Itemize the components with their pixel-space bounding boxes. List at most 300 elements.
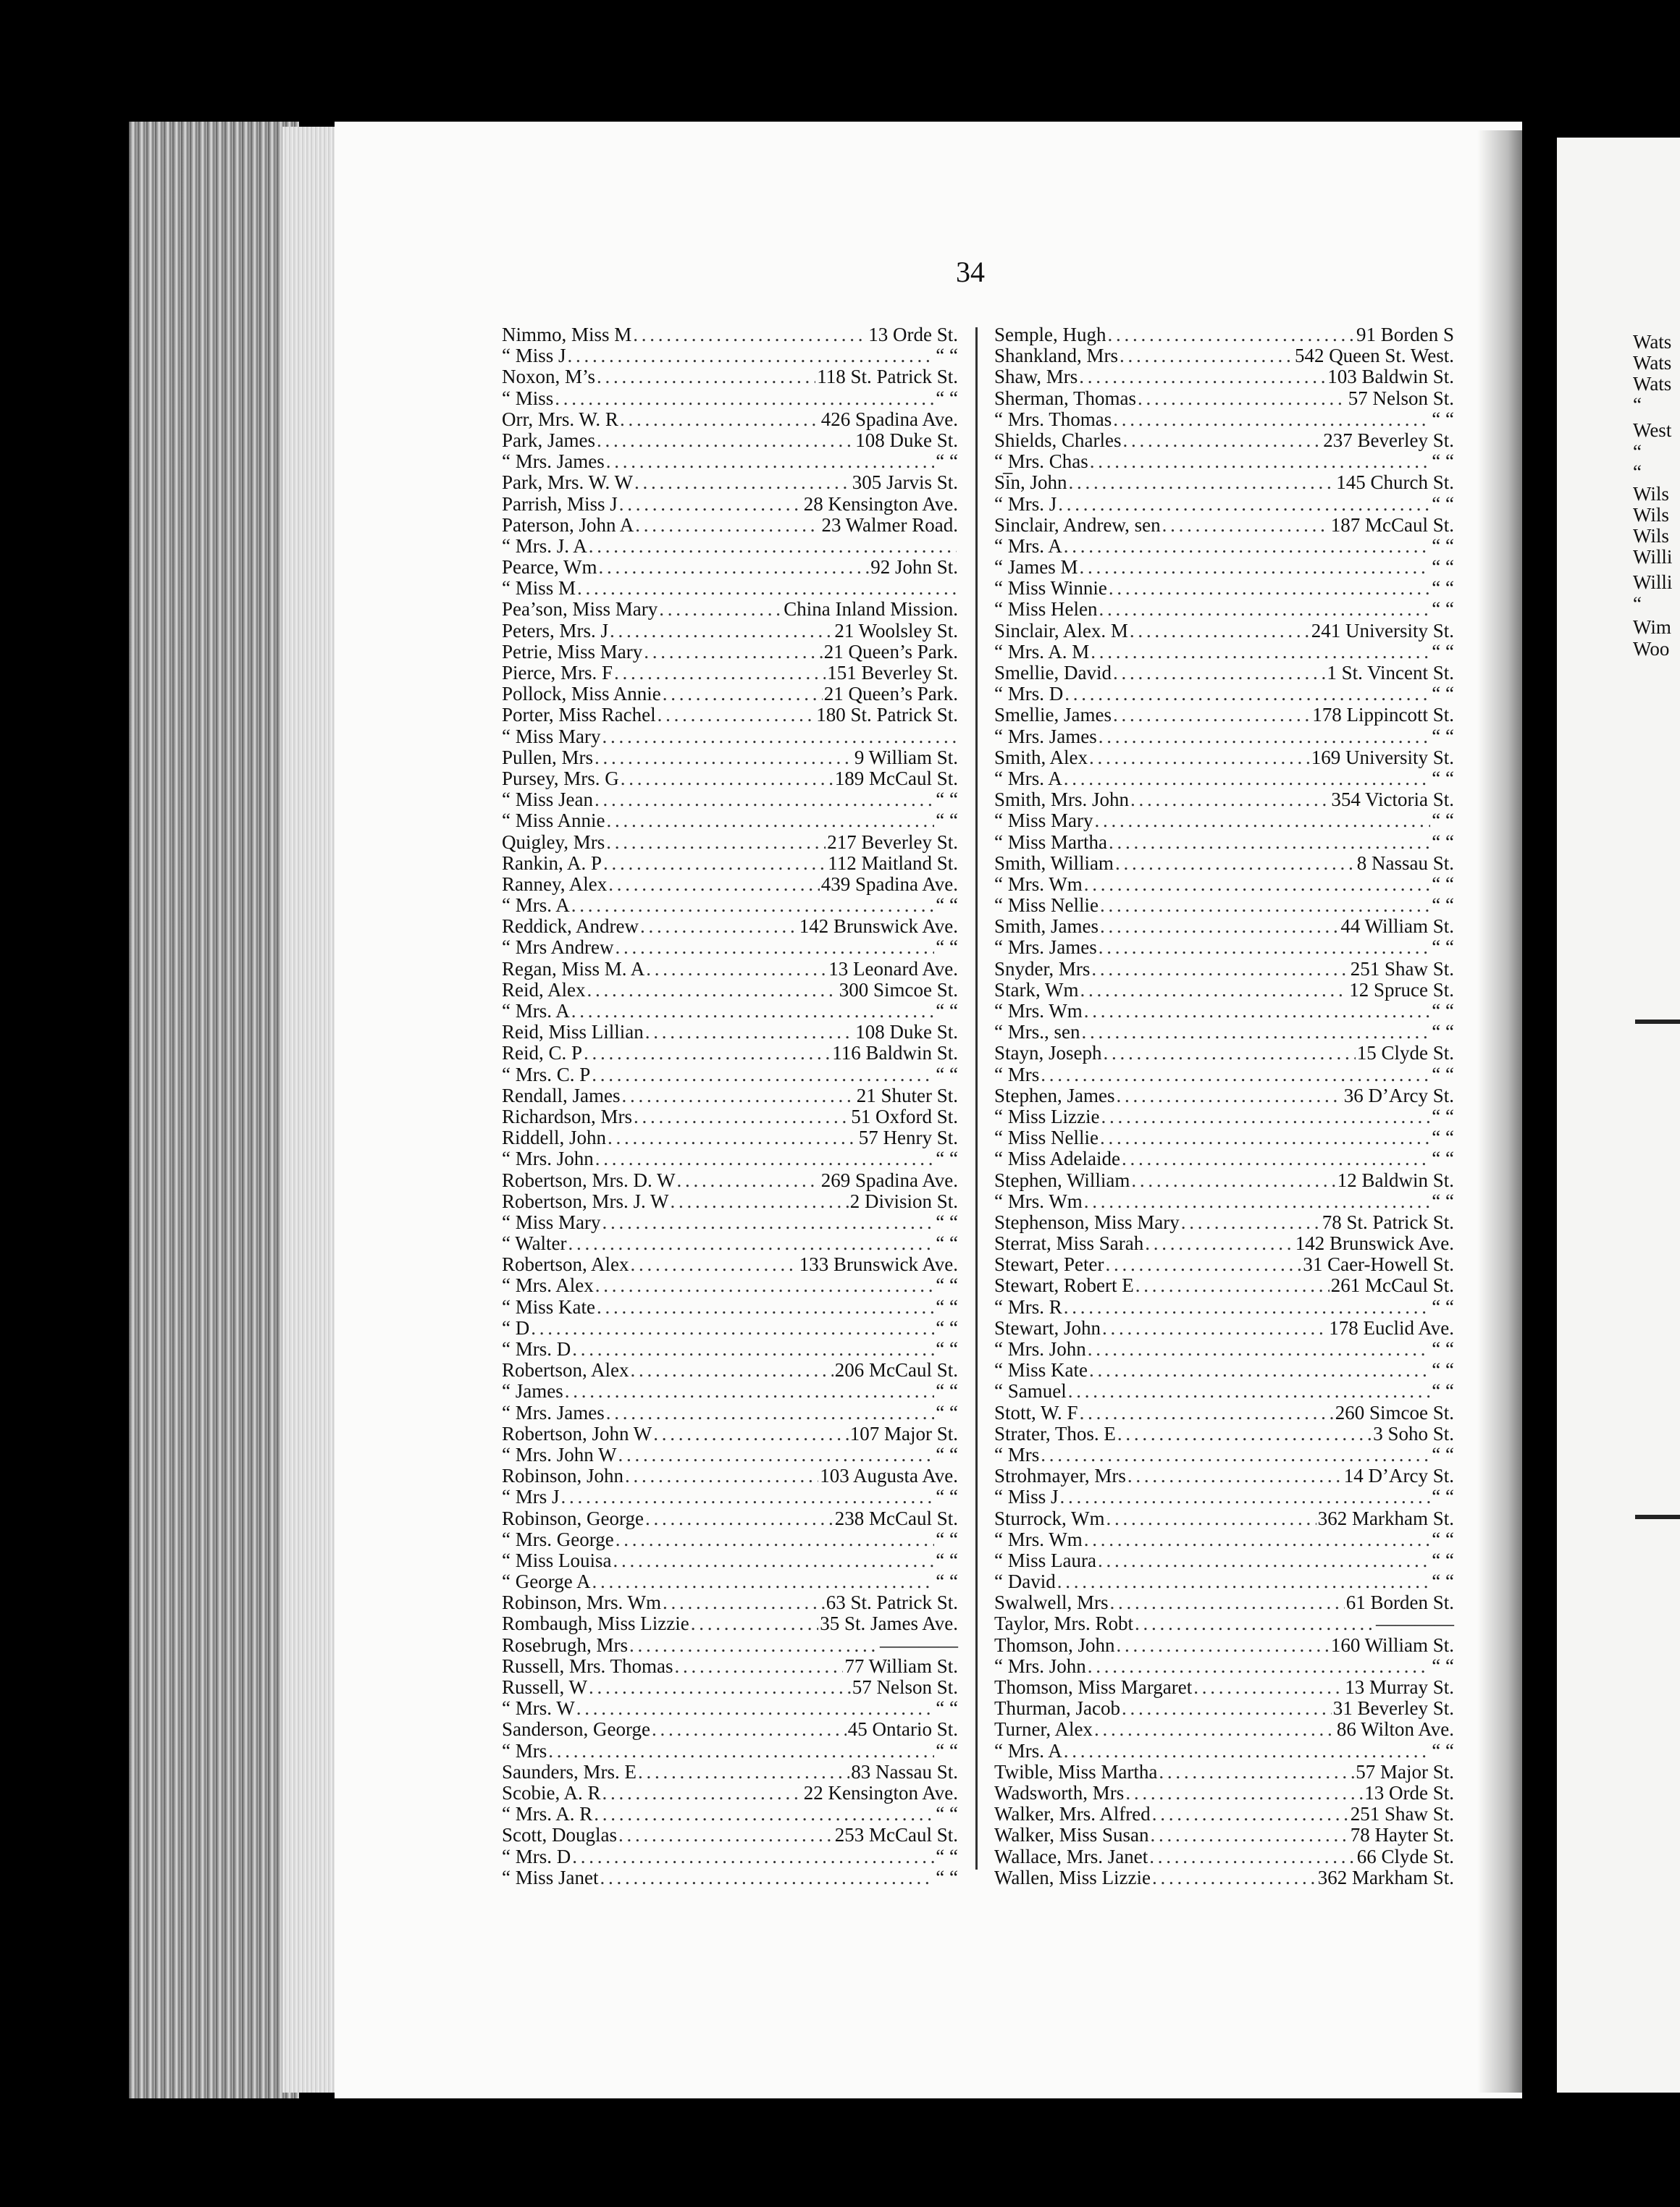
leader-dots (607, 810, 935, 831)
entry-address: 142 Brunswick Ave. (799, 915, 958, 938)
leader-dots (1130, 621, 1310, 642)
entry-address: “ “ (936, 387, 958, 409)
entry-name: Pollock, Miss Annie (502, 683, 661, 705)
entry-address: “ “ (936, 936, 958, 959)
entry-address: “ “ (1432, 936, 1454, 959)
entry-address: “ “ (936, 1845, 958, 1867)
entry-address: ———— (880, 1634, 958, 1656)
directory-entry (502, 810, 958, 831)
entry-name: “ Mrs. J (994, 492, 1057, 515)
entry-name: Smith, Alex (994, 746, 1088, 768)
leader-dots (658, 705, 815, 726)
directory-entry (994, 642, 1454, 663)
entry-name: Smellie, James (994, 704, 1112, 726)
directory-entry (502, 1825, 958, 1846)
leader-dots (1091, 959, 1348, 980)
directory-entry (502, 1275, 958, 1296)
leader-dots (634, 472, 851, 493)
leader-dots (602, 726, 957, 747)
leader-dots (1108, 324, 1356, 345)
directory-entry (994, 1064, 1454, 1085)
entry-address: 237 Beverley St. (1323, 429, 1454, 451)
entry-name: Smith, William (994, 852, 1114, 874)
entry-name: “ Mrs. D (502, 1338, 571, 1360)
entry-name: “ Mrs. Alex (502, 1274, 594, 1297)
entry-address: “ “ (936, 1443, 958, 1466)
directory-entry (994, 1571, 1454, 1592)
leader-dots (571, 1001, 935, 1022)
leader-dots (1079, 557, 1430, 578)
directory-entry (994, 1022, 1454, 1043)
entry-name: Stewart, John (994, 1316, 1101, 1339)
entry-address: 251 Shaw St. (1350, 1803, 1454, 1825)
entry-name: “ Mrs. Wm (994, 1528, 1083, 1550)
directory-entry (994, 1508, 1454, 1529)
directory-entry (994, 1867, 1454, 1888)
leader-dots (592, 1064, 934, 1085)
entry-address: 3 Soho St. (1373, 1422, 1454, 1445)
entry-name: Robertson, Alex (502, 1359, 629, 1382)
leader-dots (606, 451, 935, 472)
entry-address: 142 Brunswick Ave. (1295, 1232, 1454, 1255)
leader-dots (1150, 1825, 1348, 1846)
directory-entry (994, 599, 1454, 620)
entry-address: “ “ (1432, 1571, 1454, 1593)
entry-name: Turner, Alex (994, 1718, 1093, 1741)
leader-dots (606, 1403, 935, 1424)
leader-dots (571, 895, 935, 916)
leader-dots (1064, 768, 1431, 789)
entry-name: Swalwell, Mrs (994, 1592, 1109, 1614)
directory-entry (502, 1783, 958, 1804)
leader-dots (659, 599, 782, 620)
leader-dots (1135, 1613, 1374, 1634)
leader-dots (618, 1445, 935, 1466)
directory-entry (502, 768, 958, 789)
leader-dots (603, 853, 826, 874)
entry-address: 21 Woolsley St. (834, 619, 958, 642)
entry-address: 261 McCaul St. (1330, 1274, 1454, 1297)
entry-address: “ “ (1432, 1443, 1454, 1466)
adjacent-page-text-fragment: Woo (1633, 638, 1670, 660)
directory-entry (994, 1339, 1454, 1360)
page-number: 34 (956, 256, 985, 288)
entry-name: Orr, Mrs. W. R (502, 408, 618, 430)
directory-entry (502, 1191, 958, 1212)
entry-address: 1 St. Vincent St. (1327, 662, 1454, 684)
directory-entry (994, 1783, 1454, 1804)
entry-name: “ Miss Mary (502, 725, 601, 747)
directory-entry (502, 1297, 958, 1318)
entry-name: “ Miss (502, 387, 554, 409)
directory-entry (994, 874, 1454, 895)
leader-dots (633, 324, 867, 345)
entry-address: 13 Orde St. (1364, 1781, 1454, 1804)
entry-name: Rosebrugh, Mrs (502, 1634, 628, 1656)
directory-entry (502, 1804, 958, 1825)
entry-address: ———— (1376, 1613, 1454, 1635)
directory-entry (502, 1043, 958, 1064)
directory-entry (994, 1085, 1454, 1106)
entry-address: 103 Baldwin St. (1327, 366, 1454, 388)
adjacent-page-text-fragment: “ (1633, 441, 1642, 463)
leader-dots (635, 515, 820, 536)
directory-entry (502, 536, 958, 557)
entry-address: “ “ (936, 894, 958, 917)
directory-entry (502, 895, 958, 916)
leader-dots (531, 1318, 934, 1339)
directory-entry (502, 1698, 958, 1719)
directory-entry (994, 366, 1454, 387)
directory-entry (994, 1466, 1454, 1487)
directory-entry (994, 1170, 1454, 1191)
entry-address: “ “ (1432, 577, 1454, 600)
leader-dots (1041, 1064, 1430, 1085)
directory-entry (502, 409, 958, 430)
directory-entry (502, 1508, 958, 1529)
leader-dots (1122, 1148, 1430, 1169)
adjacent-page-text-fragment: Wils (1633, 483, 1669, 505)
entry-name: Noxon, M’s (502, 366, 596, 388)
entry-name: Paterson, John A (502, 513, 634, 536)
directory-entry (994, 515, 1454, 536)
directory-entry (502, 1635, 958, 1656)
directory-entry (502, 1001, 958, 1022)
entry-address: “ “ (1432, 408, 1454, 430)
leader-dots (675, 1656, 844, 1677)
entry-name: “ George A (502, 1571, 591, 1593)
entry-name: “ Mrs. James (502, 1401, 605, 1424)
entry-name: “ Mrs (994, 1443, 1040, 1466)
entry-name: “ Miss Nellie (994, 894, 1099, 917)
entry-name: “ Mrs. Wm (994, 1190, 1083, 1212)
leader-dots (1159, 1762, 1354, 1783)
directory-entry (502, 916, 958, 937)
entry-address: 133 Brunswick Ave. (799, 1253, 958, 1276)
directory-entry (502, 1719, 958, 1740)
leader-dots (1064, 1297, 1431, 1318)
entry-address: 187 McCaul St. (1330, 513, 1454, 536)
entry-address: “ “ (1432, 1127, 1454, 1149)
entry-name: “ Mrs. Wm (994, 873, 1083, 895)
adjacent-page-rule (1635, 1515, 1680, 1519)
entry-name: Sinclair, Alex. M (994, 619, 1128, 642)
leader-dots (589, 1677, 851, 1698)
entry-name: “ Miss Laura (994, 1549, 1096, 1571)
directory-entry (502, 832, 958, 853)
entry-name: Walker, Mrs. Alfred (994, 1803, 1151, 1825)
directory-entry (994, 324, 1454, 345)
directory-entry (994, 621, 1454, 642)
entry-name: Regan, Miss M. A (502, 957, 645, 980)
entry-name: “ Miss J (502, 345, 566, 367)
entry-address: “ “ (936, 1401, 958, 1424)
directory-entry (502, 1741, 958, 1762)
entry-name: Russell, W (502, 1676, 588, 1698)
entry-address: “ “ (936, 345, 958, 367)
entry-address: “ “ (936, 1295, 958, 1318)
leader-dots (645, 1022, 854, 1043)
entry-address: 61 Borden St. (1345, 1592, 1454, 1614)
directory-entry (502, 1318, 958, 1339)
entry-address: China Inland Mission. (784, 598, 958, 621)
leader-dots (663, 684, 823, 705)
adjacent-page-text-fragment: Wils (1633, 525, 1669, 547)
directory-entry (994, 1677, 1454, 1698)
entry-address: “ “ (936, 1148, 958, 1170)
entry-name: Saunders, Mrs. E (502, 1760, 637, 1783)
leader-dots (1084, 1001, 1431, 1022)
directory-entry (502, 1592, 958, 1613)
entry-name: “ Miss Jean (502, 789, 593, 811)
leader-dots (561, 1487, 935, 1508)
directory-entry (994, 1635, 1454, 1656)
entry-address: 21 Shuter St. (856, 1084, 958, 1106)
leader-dots (572, 1846, 934, 1867)
entry-address: 45 Ontario St. (847, 1718, 958, 1741)
entry-name: Stephen, James (994, 1084, 1115, 1106)
entry-name: “ Mrs. W (502, 1697, 575, 1720)
directory-entry (994, 430, 1454, 451)
entry-address: 92 John St. (870, 556, 958, 579)
directory-entry (502, 324, 958, 345)
adjacent-page-rule (1635, 1020, 1680, 1024)
entry-address: “ “ (936, 1000, 958, 1022)
leader-dots (597, 1297, 934, 1318)
directory-entry (502, 705, 958, 726)
entry-address: “ “ (1432, 1105, 1454, 1127)
entry-address: 57 Nelson St. (1348, 387, 1454, 409)
leader-dots (584, 1043, 831, 1064)
entry-name: “ D (502, 1316, 530, 1339)
leader-dots (606, 832, 826, 853)
leader-dots (597, 366, 815, 387)
entry-name: Stewart, Robert E (994, 1274, 1134, 1297)
entry-address: 118 St. Patrick St. (817, 366, 958, 388)
entry-name: Robinson, John (502, 1465, 624, 1487)
leader-dots (602, 1783, 802, 1804)
entry-address: 51 Oxford St. (851, 1105, 958, 1127)
leader-dots (1060, 1487, 1431, 1508)
entry-name: “ Miss Martha (994, 831, 1107, 853)
directory-entry (994, 1698, 1454, 1719)
entry-address: 63 St. Patrick St. (826, 1592, 958, 1614)
entry-name: “ Mrs. George (502, 1528, 614, 1550)
directory-entry (994, 789, 1454, 810)
directory-entry (994, 1445, 1454, 1466)
entry-name: “ Miss J (994, 1486, 1059, 1508)
entry-address: 57 Nelson St. (852, 1676, 958, 1698)
entry-address: “ “ (1432, 683, 1454, 705)
leader-dots (597, 430, 854, 451)
entry-address: 217 Beverley St. (827, 831, 958, 853)
entry-address: “ “ (1432, 1549, 1454, 1571)
entry-name: “ Miss Kate (994, 1359, 1088, 1382)
entry-address: “ “ (1432, 1148, 1454, 1170)
entry-address: 260 Simcoe St. (1335, 1401, 1454, 1424)
directory-entry (502, 1127, 958, 1148)
entry-address: “ “ (1432, 1359, 1454, 1382)
directory-entry (994, 536, 1454, 557)
entry-address: 160 William St. (1330, 1634, 1454, 1656)
entry-address: 189 McCaul St. (834, 767, 958, 789)
entry-address: “ “ (1432, 1739, 1454, 1762)
directory-entry (994, 1233, 1454, 1254)
directory-entry (502, 1867, 958, 1888)
leader-dots (691, 1613, 819, 1634)
entry-address: “ “ (1432, 598, 1454, 621)
leader-dots (645, 1508, 833, 1529)
entry-name: Petrie, Miss Mary (502, 640, 643, 663)
entry-name: Peters, Mrs. J (502, 619, 608, 642)
entry-address: 354 Victoria St. (1331, 789, 1454, 811)
entry-name: “ Mrs J (502, 1486, 560, 1508)
entry-address: “ “ (936, 1380, 958, 1403)
directory-entry (502, 430, 958, 451)
directory-entry (502, 1170, 958, 1191)
leader-dots (629, 1635, 878, 1656)
directory-entry (502, 1846, 958, 1867)
directory-entry (502, 1403, 958, 1424)
entry-name: “ Samuel (994, 1380, 1067, 1403)
entry-name: “ Mrs. James (994, 725, 1097, 747)
entry-name: Shankland, Mrs (994, 345, 1118, 367)
directory-entry (994, 1825, 1454, 1846)
directory-entry (502, 1529, 958, 1550)
directory-entry (994, 1741, 1454, 1762)
leader-dots (1125, 1783, 1363, 1804)
entry-address: 108 Duke St. (855, 429, 958, 451)
directory-entry (994, 684, 1454, 705)
entry-address: 107 Major St. (849, 1422, 958, 1445)
entry-address: “ “ (936, 1316, 958, 1339)
entry-address: 151 Beverley St. (827, 662, 958, 684)
leader-dots (1100, 916, 1339, 937)
entry-name: Pearce, Wm (502, 556, 597, 579)
leader-dots (587, 980, 838, 1001)
entry-name: Stephen, William (994, 1169, 1130, 1191)
entry-name: Parrish, Miss J (502, 492, 618, 515)
leader-dots (548, 1741, 934, 1762)
directory-entry (994, 895, 1454, 916)
adjacent-page-text-fragment: Wats (1633, 331, 1672, 353)
directory-entry (994, 557, 1454, 578)
directory-entry (502, 599, 958, 620)
leader-dots (621, 1085, 854, 1106)
leader-dots (1099, 937, 1431, 958)
directory-entry (502, 959, 958, 980)
leader-dots (644, 642, 823, 663)
leader-dots (620, 409, 820, 430)
leader-dots (1162, 515, 1330, 536)
entry-name: “ Mrs. A (502, 894, 570, 917)
directory-entry (994, 494, 1454, 515)
entry-address: 13 Leonard Ave. (828, 957, 958, 980)
leader-dots (1138, 388, 1347, 409)
leader-dots (568, 345, 935, 366)
entry-address: “ “ (1432, 873, 1454, 895)
entry-name: Wallace, Mrs. Janet (994, 1845, 1148, 1867)
entry-name: Thurman, Jacob (994, 1697, 1120, 1720)
leader-dots (1058, 494, 1430, 515)
leader-dots (1149, 1846, 1355, 1867)
leader-dots (1122, 1698, 1332, 1719)
leader-dots (1104, 1043, 1356, 1064)
directory-entry (994, 832, 1454, 853)
leader-dots (1080, 980, 1348, 1001)
entry-address: 15 Clyde St. (1356, 1042, 1454, 1064)
entry-name: Robertson, Alex (502, 1253, 629, 1276)
directory-entry (502, 515, 958, 536)
leader-dots (663, 1592, 825, 1613)
entry-address: 116 Baldwin St. (832, 1042, 958, 1064)
entry-name: “ Mrs. John (994, 1338, 1086, 1360)
entry-address: “ “ (1432, 492, 1454, 515)
directory-entry (994, 1487, 1454, 1508)
directory-entry (994, 1254, 1454, 1275)
entry-address: 28 Kensington Ave. (803, 492, 958, 515)
directory-entry (502, 1487, 958, 1508)
entry-address: “ “ (1432, 894, 1454, 917)
entry-name: Stott, W. F (994, 1401, 1078, 1424)
directory-entry (994, 451, 1454, 472)
leader-dots (1069, 472, 1335, 493)
leader-dots (1099, 726, 1431, 747)
leader-dots (625, 1466, 818, 1487)
entry-address: 145 Church St. (1336, 471, 1454, 494)
entry-name: “ Miss Adelaide (994, 1148, 1120, 1170)
entry-name: Si̅n, John (994, 471, 1067, 494)
entry-name: Thomson, John (994, 1634, 1115, 1656)
directory-entry (994, 1424, 1454, 1445)
directory-entry (502, 747, 958, 768)
entry-name: “ Mrs. C. P (502, 1063, 591, 1085)
entry-name: Reid, Miss Lillian (502, 1021, 644, 1043)
entry-address: “ “ (936, 450, 958, 473)
directory-entry (994, 1592, 1454, 1613)
directory-entry (994, 1001, 1454, 1022)
directory-entry (502, 1381, 958, 1402)
directory-entry (502, 1360, 958, 1381)
entry-name: Walker, Miss Susan (994, 1824, 1149, 1846)
entry-address: 22 Kensington Ave. (803, 1781, 958, 1804)
entry-address: “ “ (1432, 556, 1454, 579)
directory-entry (502, 1762, 958, 1783)
entry-address: 31 Beverley St. (1332, 1697, 1454, 1720)
leader-dots (1110, 1592, 1345, 1613)
entry-name: Porter, Miss Rachel (502, 704, 656, 726)
entry-address: “ “ (1432, 810, 1454, 832)
directory-entry (994, 1719, 1454, 1740)
entry-name: “ Mrs. A (502, 1000, 570, 1022)
leader-dots (1105, 1254, 1301, 1275)
entry-name: “ Miss Lizzie (994, 1105, 1100, 1127)
entry-address: 36 D’Arcy St. (1343, 1084, 1454, 1106)
entry-address: “ “ (936, 1697, 958, 1720)
directory-entry (502, 1106, 958, 1127)
directory-entry (502, 1339, 958, 1360)
entry-name: Reddick, Andrew (502, 915, 639, 938)
entry-name: Robertson, Mrs. J. W (502, 1190, 669, 1212)
entry-address: “ “ (936, 1274, 958, 1297)
leader-dots (1094, 1719, 1335, 1740)
directory-entry (994, 1656, 1454, 1677)
entry-name: Scott, Douglas (502, 1824, 617, 1846)
entry-address: 21 Queen’s Park. (823, 683, 958, 705)
entry-address: 8 Nassau St. (1356, 852, 1454, 874)
adjacent-page-text-fragment: Wim (1633, 616, 1671, 638)
leader-dots (565, 1381, 935, 1402)
